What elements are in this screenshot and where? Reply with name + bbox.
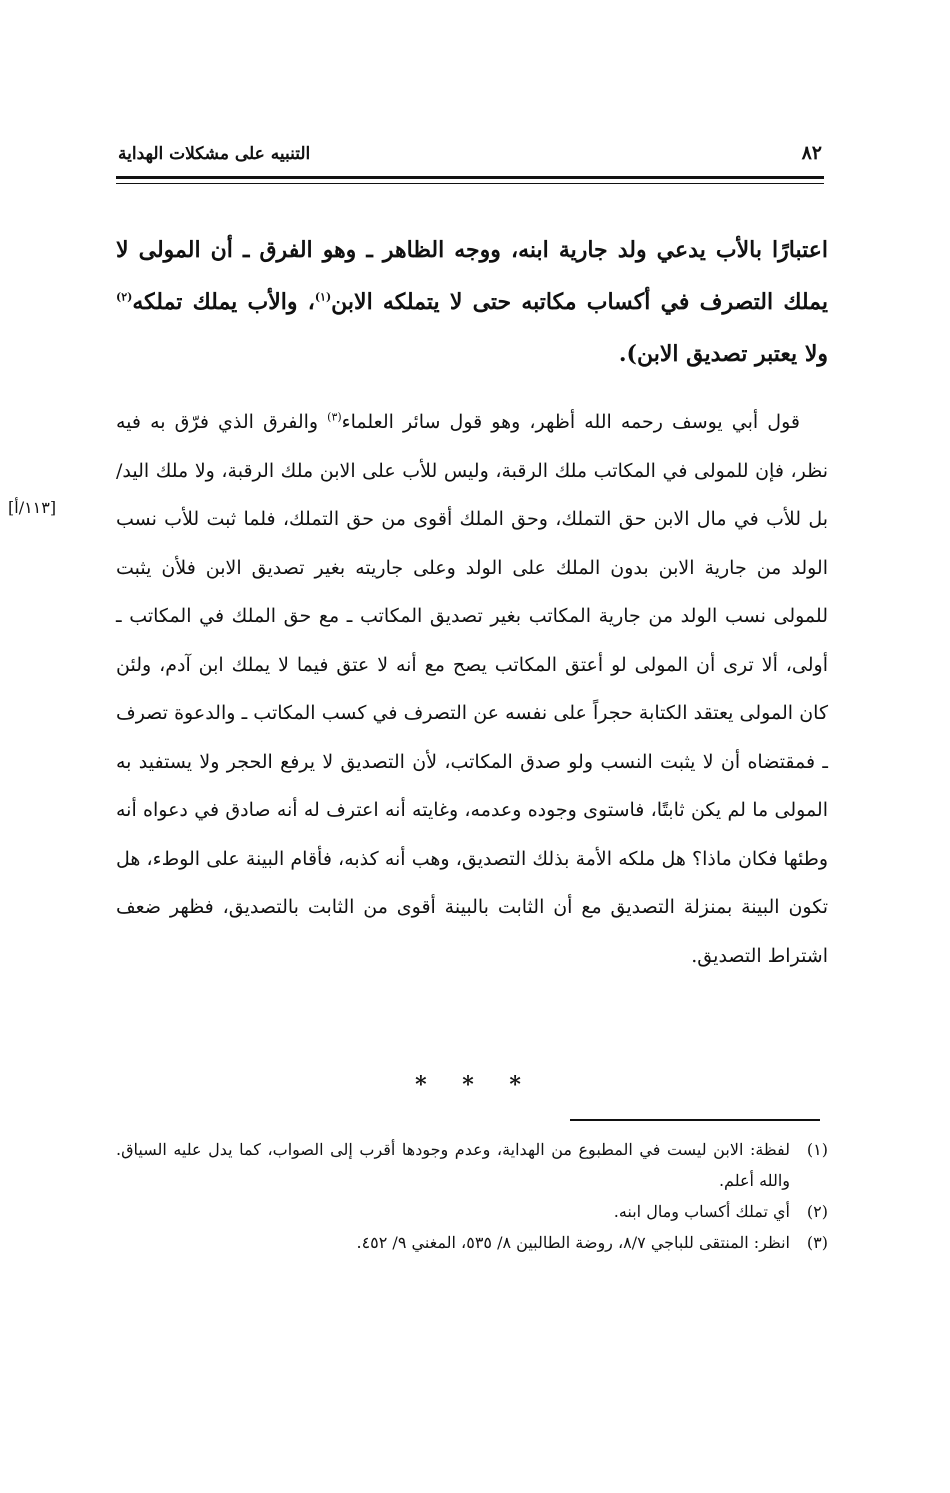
page-number: ٨٢ [801, 142, 822, 164]
sharh-paragraph [116, 398, 828, 980]
sharh-text-2: والفرق الذي فرّق به فيه نظر، فإن للمولى في المكاتب ملك الرقبة، وليس للأب على الابن ملك الرقبة، ولا ملك اليد/ بل للأب في مال الابن حق التملك، وحق الملك أقوى من حق التملك، فلما ثبت للأب نسب الولد من جارية الابن بدون الملك على الولد وعلى جاريته بغير تصديق الابن فلأن يثبت للمولى نسب الولد من جارية المكاتب بغير تصديق المكاتب ـ مع حق الملك في المكاتب ـ أولى، ألا ترى أن المولى لو أعتق المكاتب يصح مع أنه لا عتق فيما لا يملك ابن آدم، ولئن كان المولى يعتقد الكتابة حجراً على نفسه عن التصرف في كسب المكاتب ـ والدعوة تصرف ـ فمقتضاه أن لا يثبت النسب ولو صدق المكاتب، لأن التصديق لا يرفع الحجر ولا يستفيد به المولى ما لم يكن ثابتًا، فاستوى وجوده وعدمه، وغايته أنه اعترف له أنه صادق في دعواه أنه وطئها فكان ماذا؟ هل ملكه الأمة بذلك التصديق، وهب أنه كذبه، فأقام البينة على الوطء، هل تكون البينة بمنزلة التصديق مع أن الثابت بالبينة أقوى من الثابت بالتصديق، فظهر ضعف اشتراط التصديق. [116, 411, 828, 967]
footnote-ref-1: (١) [314, 290, 332, 304]
footnote-number: (١) [806, 1140, 828, 1159]
matn-text-3: ولا يعتبر تصديق الابن). [618, 341, 828, 367]
header-rule-thick [116, 176, 824, 179]
footnote-text: أي تملك أكساب ومال ابنه. [613, 1202, 790, 1221]
footnote-item [116, 1227, 828, 1258]
footnotes [116, 1134, 828, 1258]
footnote-text: انظر: المنتقى للباجي ٨/٧، روضة الطالبين ٨/ ٥٣٥، المغني ٩/ ٤٥٢. [356, 1233, 790, 1252]
footnote-text: لفظة: الابن ليست في المطبوع من الهداية، وعدم وجودها أقرب إلى الصواب، كما يدل عليه السياق. والله أعلم. [116, 1140, 791, 1190]
section-separator: * * * [415, 1072, 535, 1098]
main-text [116, 224, 828, 980]
footnote-item [116, 1196, 828, 1227]
matn-paragraph [116, 224, 828, 380]
footnote-ref-3: (٣) [327, 410, 342, 424]
header-rule-thin [116, 183, 824, 184]
footnote-item [116, 1134, 828, 1196]
matn-text-2: ، والأب يملك تملكه [132, 289, 315, 315]
manuscript-folio-ref: [١١٣/أ] [8, 498, 57, 517]
matn-text: اعتبارًا بالأب يدعي ولد جارية ابنه، ووجه الظاهر ـ وهو الفرق ـ أن المولى لا يملك التصرف في أكساب مكاتبه حتى لا يتملكه الابن [116, 237, 828, 315]
sharh-text-1: قول أبي يوسف رحمه الله أظهر، وهو قول سائر العلماء [341, 411, 800, 433]
footnote-ref-2: (٢) [116, 290, 133, 304]
footnote-number: (٣) [806, 1233, 828, 1252]
footnote-number: (٢) [806, 1202, 828, 1221]
running-header [116, 140, 824, 172]
footnote-rule [570, 1119, 820, 1121]
running-title: التنبيه على مشكلات الهداية [118, 144, 311, 164]
